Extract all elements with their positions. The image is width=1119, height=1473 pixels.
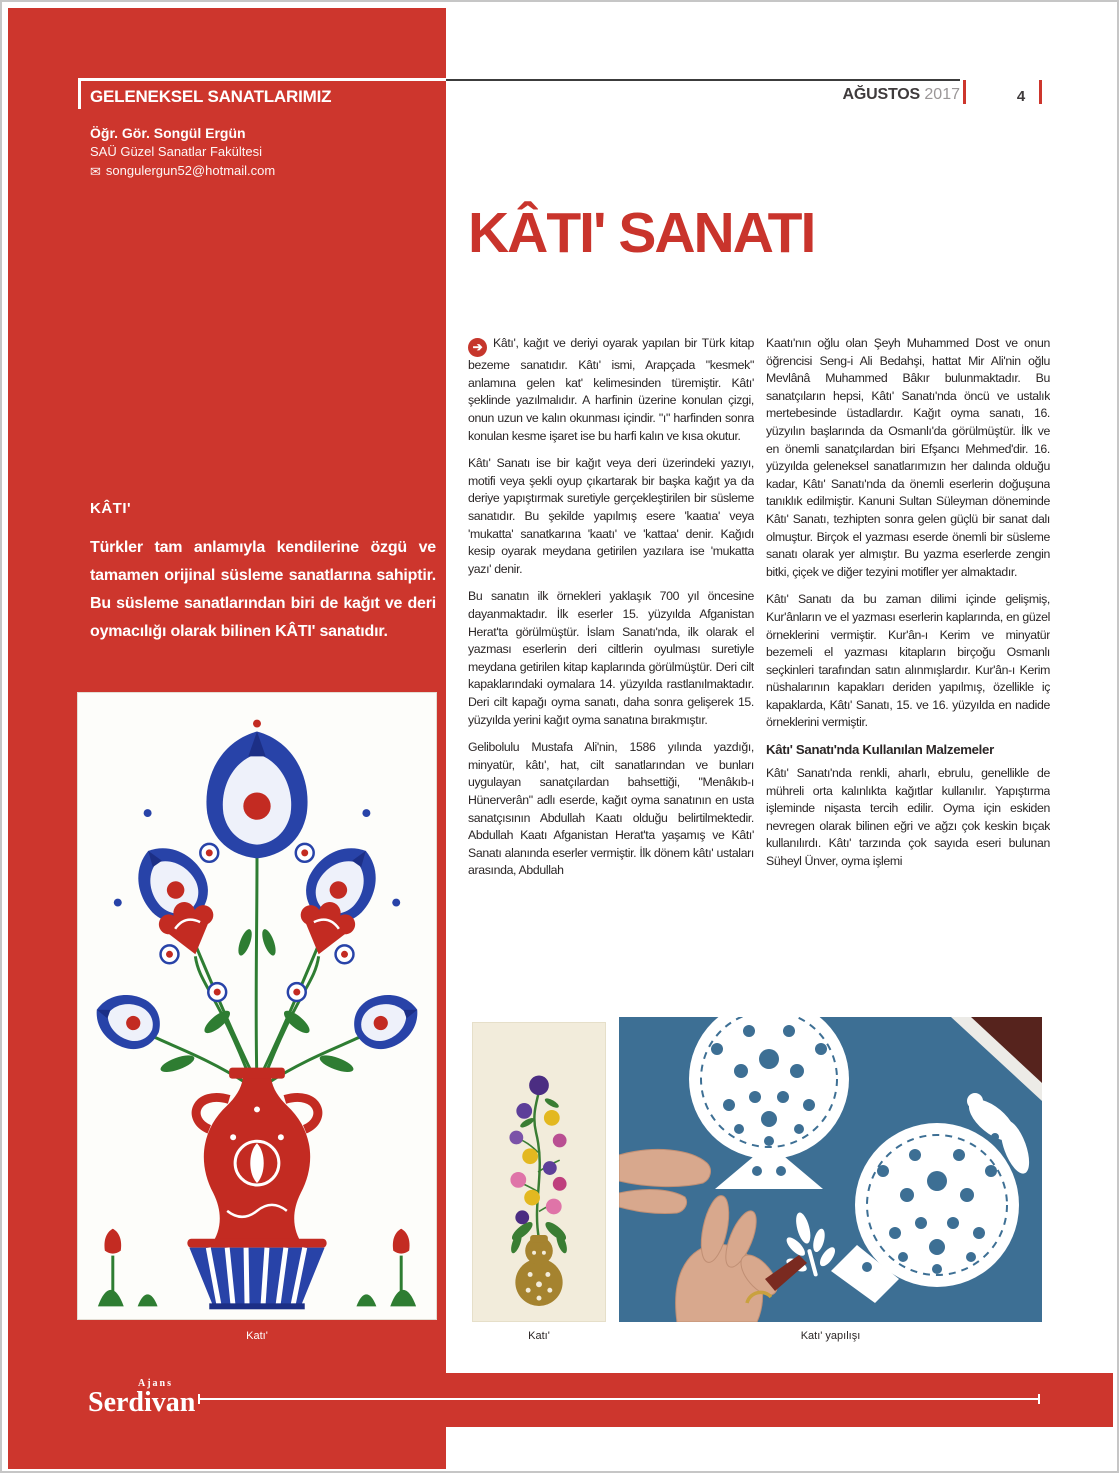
flower-vase-illustration <box>473 1023 605 1321</box>
issue-month: AĞUSTOS <box>842 86 920 103</box>
logo-ajans: Ajans <box>138 1378 174 1389</box>
paragraph: Kâtı' Sanatı'nda renkli, aharlı, ebrulu, genellikle de mühreli orta kalınlıkta kağıtlar kullanılır. Yapıştırma işleminde nişasta tercih edilir. Oyma için eskiden nevregen olarak bilinen eğri ve ağzı çok keskin bıçak kullanılırdı. Kâtı' tarzında çok sayıda eseri bulunan Süheyl Ünver, oyma işlemi <box>766 766 1050 869</box>
date-divider-tick <box>963 80 966 104</box>
figure2-caption: Katı' <box>528 1330 550 1342</box>
author-block <box>90 123 275 181</box>
article-column-2 <box>766 335 1050 1025</box>
header-corner-bar <box>78 78 81 109</box>
footer-rule <box>198 1394 1040 1404</box>
paragraph: Gelibolulu Mustafa Ali'nin, 1586 yılında yazdığı, minyatür, kâtı', hat, cilt sanatlarından ve bunları uygulayan sanatçılardan bahsettiği, "Menâkıb-ı Hünerverân" adlı eserde, kağıt oyma sanatının en usta sanatçısının Abdullah Kaatı olduğu belirtilmektedir. Abdullah Kaatı Afganistan Herat'ta yaşamış ve Kâtı' Sanatı alanında eserler vermiştir. İlk dönem kâtı' ustaları arasında, Abdullah <box>468 740 754 878</box>
figure-flower-vase-artwork <box>472 1022 606 1322</box>
issue-year: 2017 <box>924 86 960 103</box>
logo-serdivan: Serdivan <box>88 1387 196 1418</box>
paragraph: Kâtı' Sanatı da bu zaman dilimi içinde gelişmiş, Kur'ânların ve el yazması eserlerin kaplarında, en güzel örneklerini vermiştir. Kur'ân-ı Kerim ve minyatür bezemeli el yazması kitapların birçoğu Osmanlı seçkinleri tarafından satın alınmışlardır. Kur'ân-ı Kerim nüshalarının kapakları deriden yapılmış, özellikle iç kapaklarda, Kâtı' Sanatı, 15. ve 16. yüzyılda en nadide örneklerini vermiştir. <box>766 592 1050 730</box>
article-subheading: Kâtı' Sanatı'nda Kullanılan Malzemeler <box>766 742 994 758</box>
figure3-caption: Katı' yapılışı <box>800 1330 861 1342</box>
paragraph <box>468 335 754 445</box>
header-rule-dark <box>446 79 960 81</box>
author-name: Öğr. Gör. Songül Ergün <box>90 125 246 141</box>
figure-iznik-vase-artwork <box>77 692 437 1320</box>
section-title: GELENEKSEL SANATLARIMIZ <box>90 87 332 106</box>
paragraph: Bu sanatın ilk örnekleri yaklaşık 700 yıl öncesine dayanmaktadır. İlk eserler 15. yüzyılda Afganistan Herat'ta görülmüştür. İslam Sanatı'nda, ilk olarak el yazması eserlerin deri ciltlerin oyulması suretiyle meydana getirilen kitap kaplarında görülmüştür. Deri cilt kapaklarındaki oymalara 14. yüzyılda rastlanılmaktadır. Deri cilt kapağı oyma sanatı, daha sonra gelişerek 15. yüzyılda yerini kağıt oyma sanatına bırakmıştır. <box>468 589 754 727</box>
figure-paper-cutting-photo <box>619 1017 1042 1322</box>
author-affiliation: SAÜ Güzel Sanatlar Fakültesi <box>90 144 262 160</box>
page-number: 4 <box>1016 88 1026 105</box>
article-title: KÂTI' SANATI <box>468 201 815 265</box>
header-rule-white <box>78 78 446 81</box>
page-number-tick <box>1039 80 1042 104</box>
envelope-icon: ✉ <box>90 164 101 180</box>
paragraph: Kaatı'nın oğlu olan Şeyh Muhammed Dost ve onun öğrencisi Seng-i Ali Bedahşi, hattat Mir Ali'nin oğlu Mevlânâ Muhammed Bâkır bulunmaktadır. Bu sanatçıların hepsi, Kâtı' Sanatı'nda öncü ve ustalık mertebesinde üstadlardır. Kağıt oyma sanatı, 16. yüzyılın başlarında da Osmanlı'da görülmüştür. İlk ve en önemli sanatçılardan biri Efşancı Mehmed'dir. 16. yüzyılda geleneksel sanatlarımızın her dalında olduğu kadar, Kâtı' Sanatı'nda da önemli eserlerin doğuşuna tanıklık edilmiştir. Kanuni Sultan Süleyman döneminde Kâtı' Sanatı, tezhipten sonra gelen güçlü bir sanat dalı olmuştur. Birçok el yazması eserde önemli bir süsleme sanatı olarak yer almıştır. Bu yazma eserlerde zengin bitki, çiçek ve diğer tezyini motifler yer almaktadır. <box>766 336 1050 579</box>
paragraph: Kâtı' Sanatı ise bir kağıt veya deri üzerindeki yazıyı, motifi veya şekli oyup çıkartarak bir başka kağıt ya da deriye yapıştırmak suretiyle gerçekleştirilen bir süsleme sanatıdır. Bu şekilde yapılmış esere 'kaatıa' veya 'mukatta' sanatkarına 'kaatı' ve 'kattaa' denir. Kağıdı kesip oyarak meydana getirilen yazılara ise 'mukatta yazı' denir. <box>468 456 754 576</box>
article-column-1 <box>468 335 754 1025</box>
sidebar-kati-title: KÂTI' <box>90 500 132 517</box>
sidebar-intro-text: Türkler tam anlamıyla kendilerine özgü ve tamamen orijinal süsleme sanatlarına sahiptir. Bu süsleme sanatlarından biri de kağıt ve deri oymacılığı olarak bilinen KÂTI' sanatıdır. <box>90 539 436 640</box>
author-email-row <box>90 162 275 181</box>
sidebar-figure-caption: Katı' <box>246 1330 268 1342</box>
dateline <box>812 86 960 104</box>
publisher-logo <box>88 1379 195 1417</box>
lead-arrow-icon: ➔ <box>468 338 487 357</box>
author-email[interactable]: songulergun52@hotmail.com <box>105 163 276 179</box>
paragraph-text: Kâtı', kağıt ve deriyi oyarak yapılan bir Türk kitap bezeme sanatıdır. Kâtı' ismi, Arapçada "kesmek" anlamına gelen kat' kelimesinden türemiştir. Kâtı' şeklinde yazılmalıdır. A harfinin üzerine konulan çizgi, onun uzun ve kalın okunması içindir. "ı" harfinden sonra konulan kesme işaret ise bu harfi kalın ve kısa okutur. <box>468 336 754 443</box>
paper-cutting-photo-illustration <box>619 1017 1042 1322</box>
iznik-vase-illustration <box>78 693 436 1319</box>
